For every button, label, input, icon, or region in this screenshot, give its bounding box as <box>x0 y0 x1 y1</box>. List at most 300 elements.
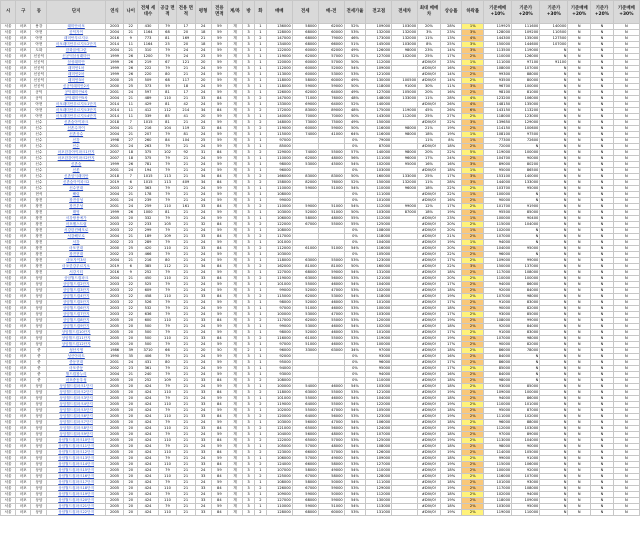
table-cell[interactable]: #DIV/0! <box>418 504 441 510</box>
table-cell[interactable]: 96000 <box>484 420 512 426</box>
table-cell[interactable]: 424 <box>138 480 159 486</box>
table-cell[interactable]: 3 <box>243 162 255 168</box>
table-cell[interactable]: 계 <box>227 216 242 222</box>
table-cell[interactable]: 110 <box>158 402 176 408</box>
table-cell[interactable]: 계 <box>227 102 242 108</box>
table-cell[interactable]: 80000 <box>512 78 540 84</box>
table-cell[interactable]: 18% <box>418 186 441 192</box>
table-cell[interactable]: 33 <box>195 204 211 210</box>
table-cell[interactable]: N <box>613 246 639 252</box>
table-cell[interactable]: 54% <box>344 504 366 510</box>
table-cell[interactable]: 서울 <box>1 144 16 150</box>
table-cell[interactable]: 2003 <box>105 300 123 306</box>
table-cell[interactable]: 119000 <box>366 336 392 342</box>
column-header[interactable]: 매매 <box>266 1 292 24</box>
table-cell[interactable]: 119000 <box>484 510 512 516</box>
table-cell[interactable]: 2 <box>254 276 266 282</box>
table-cell[interactable]: 2 <box>254 474 266 480</box>
table-cell[interactable]: 마포 <box>16 456 31 462</box>
table-cell[interactable]: 17% <box>440 342 462 348</box>
table-cell[interactable]: 80 <box>158 258 176 264</box>
table-cell[interactable]: 계 <box>227 30 242 36</box>
table-cell[interactable]: 158000 <box>266 180 292 186</box>
table-cell[interactable]: 7 <box>124 120 138 126</box>
table-cell[interactable]: 91000 <box>512 456 540 462</box>
table-cell[interactable]: 21 <box>177 222 195 228</box>
table-cell[interactable]: 2014 <box>105 102 123 108</box>
table-cell[interactable]: N <box>591 222 614 228</box>
table-cell[interactable]: 74000 <box>292 150 318 156</box>
table-cell[interactable]: 81 <box>158 120 176 126</box>
table-cell[interactable]: 마포 <box>16 414 31 420</box>
table-cell[interactable]: 서울 <box>1 360 16 366</box>
table-cell[interactable]: 126000 <box>512 54 540 60</box>
table-cell[interactable]: 2% <box>462 402 484 408</box>
table-cell[interactable]: N <box>568 192 591 198</box>
table-cell[interactable]: 108000 <box>484 318 512 324</box>
table-cell[interactable]: 66000 <box>292 462 318 468</box>
table-cell[interactable]: 112000 <box>366 492 392 498</box>
table-cell[interactable]: 67000 <box>292 474 318 480</box>
table-cell[interactable]: N <box>591 342 614 348</box>
table-cell[interactable]: 117 <box>177 78 195 84</box>
table-cell[interactable]: 6 <box>124 180 138 186</box>
table-cell[interactable]: 50% <box>344 264 366 270</box>
table-cell[interactable]: 2% <box>462 318 484 324</box>
table-cell[interactable]: 2 <box>254 510 266 516</box>
table-cell[interactable]: 108100 <box>484 132 512 138</box>
table-cell[interactable]: 52000 <box>318 66 344 72</box>
table-cell[interactable]: 17% <box>418 156 441 162</box>
table-cell[interactable]: 79 <box>158 480 176 486</box>
table-cell[interactable]: 92000 <box>266 354 292 360</box>
table-cell[interactable]: 창전현대 <box>47 252 105 258</box>
table-cell[interactable]: 상암월드컵파크18단지 <box>47 486 105 492</box>
table-cell[interactable]: 마포 <box>16 270 31 276</box>
table-cell[interactable]: N <box>540 360 568 366</box>
table-cell[interactable]: 2 <box>254 390 266 396</box>
table-cell[interactable]: 2004 <box>105 30 123 36</box>
table-cell[interactable]: 59000 <box>292 492 318 498</box>
table-cell[interactable]: 222 <box>138 66 159 72</box>
table-cell[interactable]: 59000 <box>318 84 344 90</box>
table-cell[interactable]: N <box>540 438 568 444</box>
table-cell[interactable]: 16% <box>440 66 462 72</box>
table-cell[interactable]: 99000 <box>484 456 512 462</box>
table-cell[interactable]: 상암월드컵9단지 <box>47 324 105 330</box>
table-cell[interactable]: 424 <box>138 402 159 408</box>
table-cell[interactable]: #DIV/0! <box>418 264 441 270</box>
table-cell[interactable]: N <box>568 456 591 462</box>
table-cell[interactable]: 102000 <box>392 54 418 60</box>
table-cell[interactable]: 42 <box>177 102 195 108</box>
table-cell[interactable]: 2004 <box>105 96 123 102</box>
table-cell[interactable]: 11% <box>418 138 441 144</box>
table-cell[interactable]: 102000 <box>484 492 512 498</box>
table-cell[interactable]: 3 <box>243 258 255 264</box>
table-cell[interactable]: 마포 <box>16 42 31 48</box>
table-cell[interactable]: 신수 <box>31 174 47 180</box>
table-cell[interactable]: 21 <box>177 366 195 372</box>
table-cell[interactable]: 2004 <box>105 234 123 240</box>
table-cell[interactable]: 135000 <box>512 102 540 108</box>
table-cell[interactable]: 마포 <box>16 312 31 318</box>
table-cell[interactable]: 86000 <box>484 348 512 354</box>
table-cell[interactable]: 125000 <box>366 438 392 444</box>
table-cell[interactable]: 33 <box>195 336 211 342</box>
table-cell[interactable]: 마포중동 <box>47 366 105 372</box>
table-cell[interactable]: 1999 <box>105 66 123 72</box>
table-cell[interactable]: 104000 <box>366 396 392 402</box>
table-cell[interactable]: 21% <box>418 126 441 132</box>
table-cell[interactable]: 2019 <box>105 180 123 186</box>
table-cell[interactable]: 중 <box>31 360 47 366</box>
table-cell[interactable]: 중동현대 <box>47 360 105 366</box>
table-cell[interactable]: 21 <box>124 192 138 198</box>
table-cell[interactable]: 424 <box>138 474 159 480</box>
table-cell[interactable]: 상암 <box>31 342 47 348</box>
column-header[interactable]: 기준가 +30% <box>540 1 568 24</box>
table-cell[interactable]: 2005 <box>105 216 123 222</box>
table-cell[interactable]: N <box>591 480 614 486</box>
table-cell[interactable]: 마포 <box>16 102 31 108</box>
table-cell[interactable]: 53% <box>344 390 366 396</box>
table-cell[interactable]: 중 <box>31 354 47 360</box>
table-cell[interactable]: N <box>613 210 639 216</box>
column-header[interactable]: 시 <box>1 1 16 24</box>
table-cell[interactable]: 2% <box>462 390 484 396</box>
table-cell[interactable]: 100000 <box>266 312 292 318</box>
table-cell[interactable]: 0% <box>344 198 366 204</box>
table-cell[interactable]: N <box>540 282 568 288</box>
table-cell[interactable]: 마포 <box>16 30 31 36</box>
table-cell[interactable]: 계 <box>227 348 242 354</box>
table-cell[interactable]: 110000 <box>484 276 512 282</box>
table-cell[interactable]: 125000 <box>366 222 392 228</box>
table-cell[interactable]: 상암월드컵파크4단지 <box>47 402 105 408</box>
table-cell[interactable]: 101000 <box>366 300 392 306</box>
table-cell[interactable]: 61000 <box>292 246 318 252</box>
table-cell[interactable]: N <box>613 486 639 492</box>
table-cell[interactable]: 79 <box>158 186 176 192</box>
table-cell[interactable]: 1 <box>254 24 266 30</box>
table-cell[interactable]: 17% <box>440 360 462 366</box>
table-cell[interactable]: 121000 <box>266 426 292 432</box>
table-cell[interactable]: 신수현대 <box>47 186 105 192</box>
table-cell[interactable]: 84000 <box>484 354 512 360</box>
table-cell[interactable]: N <box>613 150 639 156</box>
table-cell[interactable]: 59 <box>211 54 227 60</box>
table-cell[interactable]: 서울 <box>1 84 16 90</box>
table-cell[interactable]: 18% <box>440 396 462 402</box>
table-cell[interactable]: N <box>613 138 639 144</box>
table-cell[interactable] <box>392 510 418 516</box>
table-cell[interactable]: 신수 <box>31 144 47 150</box>
table-cell[interactable]: N <box>568 240 591 246</box>
table-cell[interactable]: 98000 <box>392 126 418 132</box>
table-cell[interactable]: 53000 <box>292 162 318 168</box>
table-cell[interactable]: 93000 <box>484 312 512 318</box>
table-cell[interactable]: N <box>512 198 540 204</box>
table-cell[interactable]: 59 <box>211 72 227 78</box>
table-cell[interactable]: 59 <box>211 84 227 90</box>
table-cell[interactable]: 서울 <box>1 420 16 426</box>
table-cell[interactable]: 103000 <box>366 168 392 174</box>
table-cell[interactable]: 21 <box>124 276 138 282</box>
table-cell[interactable]: N <box>613 414 639 420</box>
table-cell[interactable]: 계 <box>227 78 242 84</box>
table-cell[interactable]: 마포 <box>16 234 31 240</box>
table-cell[interactable]: 서울 <box>1 258 16 264</box>
table-cell[interactable]: 104000 <box>366 240 392 246</box>
table-cell[interactable]: 서울 <box>1 60 16 66</box>
table-cell[interactable]: 2% <box>462 54 484 60</box>
table-cell[interactable]: N <box>591 390 614 396</box>
table-cell[interactable]: 20 <box>195 78 211 84</box>
table-cell[interactable]: 110000 <box>366 186 392 192</box>
table-cell[interactable]: N <box>568 144 591 150</box>
table-cell[interactable]: N <box>591 312 614 318</box>
table-cell[interactable]: 서울 <box>1 390 16 396</box>
table-cell[interactable]: 26 <box>124 66 138 72</box>
table-cell[interactable]: 1 <box>254 198 266 204</box>
table-cell[interactable]: 65000 <box>292 426 318 432</box>
table-cell[interactable]: 마포 <box>16 504 31 510</box>
table-cell[interactable]: 계 <box>227 228 242 234</box>
table-cell[interactable]: 2% <box>462 144 484 150</box>
table-cell[interactable]: 마포 <box>16 402 31 408</box>
table-cell[interactable]: N <box>613 450 639 456</box>
table-cell[interactable]: 상암 <box>31 330 47 336</box>
table-cell[interactable]: 21 <box>177 498 195 504</box>
table-cell[interactable]: 33 <box>195 486 211 492</box>
table-cell[interactable]: 3 <box>243 372 255 378</box>
table-cell[interactable]: #DIV/0! <box>418 426 441 432</box>
table-cell[interactable]: 2 <box>254 180 266 186</box>
table-cell[interactable]: N <box>591 72 614 78</box>
table-cell[interactable]: N <box>540 324 568 330</box>
table-cell[interactable]: 46% <box>344 36 366 42</box>
table-cell[interactable]: 계 <box>227 36 242 42</box>
table-cell[interactable]: 2 <box>243 348 255 354</box>
table-cell[interactable]: 서울 <box>1 162 16 168</box>
table-cell[interactable]: 110 <box>158 246 176 252</box>
table-cell[interactable]: 30% <box>418 84 441 90</box>
table-cell[interactable]: 20 <box>124 486 138 492</box>
table-cell[interactable]: 104000 <box>366 282 392 288</box>
table-cell[interactable]: 2 <box>254 486 266 492</box>
table-cell[interactable]: 63000 <box>292 390 318 396</box>
table-cell[interactable]: N <box>591 198 614 204</box>
table-cell[interactable]: 2005 <box>105 414 123 420</box>
table-cell[interactable]: 19% <box>440 498 462 504</box>
table-cell[interactable]: 3 <box>243 300 255 306</box>
table-cell[interactable]: 33 <box>195 426 211 432</box>
table-cell[interactable]: 계 <box>227 132 242 138</box>
table-cell[interactable]: 64% <box>344 132 366 138</box>
table-cell[interactable]: 84000 <box>484 372 512 378</box>
table-cell[interactable]: N <box>512 354 540 360</box>
table-cell[interactable]: 106000 <box>512 96 540 102</box>
table-cell[interactable]: 24 <box>195 144 211 150</box>
table-cell[interactable]: 59 <box>211 252 227 258</box>
table-cell[interactable]: 1164 <box>138 30 159 36</box>
table-cell[interactable]: N <box>613 366 639 372</box>
table-cell[interactable]: 33000 <box>292 348 318 354</box>
table-cell[interactable]: 68000 <box>292 42 318 48</box>
table-cell[interactable]: 57000 <box>292 444 318 450</box>
table-cell[interactable]: 84 <box>211 486 227 492</box>
table-cell[interactable]: 90000 <box>512 156 540 162</box>
table-cell[interactable]: #DIV/0! <box>418 246 441 252</box>
table-cell[interactable]: N <box>540 108 568 114</box>
table-cell[interactable]: N <box>568 66 591 72</box>
table-cell[interactable]: 26 <box>124 72 138 78</box>
table-cell[interactable]: 299 <box>138 228 159 234</box>
table-cell[interactable]: 8% <box>418 42 441 48</box>
table-cell[interactable]: 110000 <box>512 510 540 516</box>
table-cell[interactable]: 67000 <box>292 486 318 492</box>
table-cell[interactable]: 계 <box>227 492 242 498</box>
table-cell[interactable]: 59 <box>211 186 227 192</box>
table-cell[interactable]: 21 <box>177 258 195 264</box>
table-cell[interactable]: #DIV/0! <box>418 312 441 318</box>
table-cell[interactable]: 68000 <box>292 36 318 42</box>
table-cell[interactable]: 59000 <box>292 504 318 510</box>
table-cell[interactable]: 상암 <box>31 456 47 462</box>
table-cell[interactable]: 109000 <box>266 492 292 498</box>
table-cell[interactable]: #DIV/0! <box>418 288 441 294</box>
table-cell[interactable]: N <box>540 396 568 402</box>
table-cell[interactable]: 24 <box>195 366 211 372</box>
table-cell[interactable]: N <box>591 240 614 246</box>
table-cell[interactable]: 33 <box>195 462 211 468</box>
table-cell[interactable]: 24 <box>124 144 138 150</box>
table-cell[interactable]: 서울 <box>1 132 16 138</box>
table-cell[interactable]: 21 <box>177 474 195 480</box>
table-cell[interactable]: 98000 <box>266 300 292 306</box>
table-cell[interactable]: N <box>591 228 614 234</box>
table-cell[interactable]: 21 <box>177 486 195 492</box>
table-cell[interactable]: N <box>568 474 591 480</box>
table-cell[interactable]: N <box>568 96 591 102</box>
table-cell[interactable]: 2 <box>254 204 266 210</box>
table-cell[interactable]: 서울 <box>1 396 16 402</box>
table-cell[interactable]: 3 <box>243 480 255 486</box>
table-cell[interactable]: 서울 <box>1 120 16 126</box>
table-cell[interactable]: 119000 <box>266 276 292 282</box>
table-cell[interactable]: 33 <box>195 276 211 282</box>
table-cell[interactable]: N <box>568 210 591 216</box>
table-cell[interactable]: 53% <box>344 300 366 306</box>
table-cell[interactable]: 126000 <box>366 450 392 456</box>
table-cell[interactable]: 계 <box>227 450 242 456</box>
table-cell[interactable]: N <box>568 228 591 234</box>
column-header[interactable]: 기준매매 +20% <box>568 1 591 24</box>
table-cell[interactable]: 3 <box>243 420 255 426</box>
table-cell[interactable]: 계 <box>227 72 242 78</box>
table-cell[interactable]: 19% <box>440 336 462 342</box>
table-cell[interactable]: 3 <box>243 270 255 276</box>
table-cell[interactable]: 계 <box>227 42 242 48</box>
table-cell[interactable]: 112000 <box>366 204 392 210</box>
table-cell[interactable]: 108000 <box>366 444 392 450</box>
table-cell[interactable]: 54% <box>344 66 366 72</box>
table-cell[interactable]: 99000 <box>512 318 540 324</box>
table-cell[interactable]: 20 <box>124 396 138 402</box>
table-cell[interactable]: 57000 <box>318 60 344 66</box>
table-cell[interactable]: 102 <box>158 150 176 156</box>
table-cell[interactable]: 서울 <box>1 336 16 342</box>
table-cell[interactable]: 28% <box>440 180 462 186</box>
table-cell[interactable]: 계 <box>227 306 242 312</box>
table-cell[interactable]: N <box>568 462 591 468</box>
table-cell[interactable]: 18% <box>440 306 462 312</box>
table-cell[interactable]: 계 <box>227 246 242 252</box>
table-cell[interactable]: 2003 <box>105 24 123 30</box>
table-cell[interactable]: 2 <box>254 402 266 408</box>
table-cell[interactable]: 84 <box>211 246 227 252</box>
table-cell[interactable]: 서울 <box>1 432 16 438</box>
table-cell[interactable]: 서강시티 <box>47 270 105 276</box>
table-cell[interactable]: 65000 <box>292 438 318 444</box>
table-cell[interactable]: N <box>613 102 639 108</box>
table-cell[interactable]: 마포 <box>16 204 31 210</box>
table-cell[interactable]: 150000 <box>366 120 392 126</box>
column-header[interactable]: 전세차 <box>392 1 418 24</box>
table-cell[interactable]: 46000 <box>318 330 344 336</box>
table-cell[interactable]: 68000 <box>292 270 318 276</box>
table-cell[interactable]: 424 <box>138 498 159 504</box>
table-cell[interactable]: 2% <box>462 306 484 312</box>
table-cell[interactable]: 59 <box>211 360 227 366</box>
table-cell[interactable]: 96000 <box>484 252 512 258</box>
table-cell[interactable]: 9 <box>124 270 138 276</box>
table-cell[interactable]: 101000 <box>366 198 392 204</box>
table-cell[interactable]: 2004 <box>105 276 123 282</box>
table-cell[interactable]: 계 <box>227 324 242 330</box>
table-cell[interactable]: 2% <box>462 450 484 456</box>
table-cell[interactable]: 172000 <box>266 108 292 114</box>
table-cell[interactable]: 2% <box>462 486 484 492</box>
table-cell[interactable]: N <box>568 426 591 432</box>
table-cell[interactable]: N <box>540 174 568 180</box>
table-cell[interactable]: 마포 <box>16 78 31 84</box>
table-cell[interactable]: N <box>613 342 639 348</box>
table-cell[interactable]: N <box>512 144 540 150</box>
table-cell[interactable]: 108000 <box>266 192 292 198</box>
table-cell[interactable]: 20 <box>124 426 138 432</box>
table-cell[interactable]: 3 <box>243 252 255 258</box>
table-cell[interactable]: 서울 <box>1 90 16 96</box>
table-cell[interactable]: 173000 <box>366 36 392 42</box>
table-cell[interactable]: N <box>613 348 639 354</box>
table-cell[interactable]: 84 <box>158 138 176 144</box>
table-cell[interactable]: 101000 <box>366 330 392 336</box>
table-cell[interactable]: 113500 <box>484 48 512 54</box>
table-cell[interactable]: 중 <box>31 348 47 354</box>
table-cell[interactable]: 3 <box>243 120 255 126</box>
table-cell[interactable]: 16% <box>440 372 462 378</box>
table-cell[interactable]: #DIV/0! <box>418 270 441 276</box>
table-cell[interactable]: 81 <box>158 36 176 42</box>
table-cell[interactable]: 99000 <box>266 198 292 204</box>
table-cell[interactable]: 서울 <box>1 414 16 420</box>
table-cell[interactable]: 3 <box>243 168 255 174</box>
table-cell[interactable]: 1 <box>254 48 266 54</box>
table-cell[interactable]: #DIV/0! <box>418 492 441 498</box>
table-cell[interactable]: 93000 <box>484 384 512 390</box>
